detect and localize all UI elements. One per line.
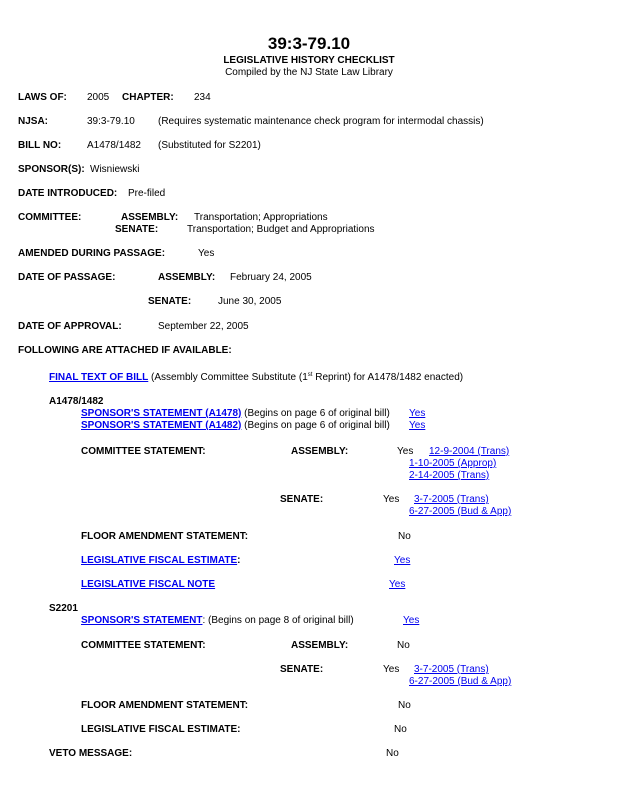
chapter-value: 234 (194, 92, 211, 103)
committee-label: COMMITTEE: (18, 212, 82, 223)
final-text-pre: (Assembly Committee Substitute (1 (151, 372, 308, 383)
final-text-post: Reprint) for A1478/1482 enacted) (312, 372, 464, 383)
sponsors-value: Wisniewski (90, 164, 140, 175)
a-fiscal-estimate-colon: : (237, 555, 241, 566)
a-section-heading: A1478/1482 (49, 396, 104, 407)
sponsors-label: SPONSOR(S): (18, 164, 85, 175)
veto-value: No (386, 748, 399, 759)
committee-assembly-label: ASSEMBLY: (121, 212, 179, 223)
committee-assembly-value: Transportation; Appropriations (194, 212, 328, 223)
a-sponsor2-row (81, 420, 390, 432)
a-assembly-link-1[interactable]: 12-9-2004 (Trans) (429, 446, 510, 457)
s-fiscal-label: LEGISLATIVE FISCAL ESTIMATE: (81, 724, 241, 735)
date-of-approval-label: DATE OF APPROVAL: (18, 321, 122, 332)
date-of-passage-label: DATE OF PASSAGE: (18, 272, 116, 283)
passage-assembly-label: ASSEMBLY: (158, 272, 216, 283)
amended-value: Yes (198, 248, 215, 259)
s-committee-assembly-value: No (397, 640, 410, 651)
s-committee-senate-label: SENATE: (280, 664, 324, 675)
a-sponsor1-yes-link[interactable]: Yes (409, 408, 426, 419)
s-fiscal-value: No (394, 724, 407, 735)
s-sponsor-row (81, 615, 354, 627)
a-sponsor2-yes-link[interactable]: Yes (409, 420, 426, 431)
a-fiscal-note-yes-link[interactable]: Yes (389, 579, 406, 590)
s-committee-label: COMMITTEE STATEMENT: (81, 640, 206, 651)
s-senate-link-2[interactable]: 6-27-2005 (Bud & App) (409, 676, 512, 687)
bill-no-label: BILL NO: (18, 140, 62, 151)
committee-senate-label: SENATE: (115, 224, 159, 235)
final-text-sup: st (307, 372, 313, 378)
a-committee-senate-yes: Yes (383, 494, 400, 505)
page-subtitle: LEGISLATIVE HISTORY CHECKLIST (223, 55, 395, 66)
laws-of-label: LAWS OF: (18, 92, 67, 103)
a-committee-senate-label: SENATE: (280, 494, 324, 505)
page-title: 39:3-79.10 (267, 34, 351, 53)
passage-senate-label: SENATE: (148, 296, 192, 307)
compiled-by: Compiled by the NJ State Law Library (225, 67, 393, 78)
a-assembly-link-3[interactable]: 2-14-2005 (Trans) (409, 470, 490, 481)
laws-of-value: 2005 (87, 92, 110, 103)
a-fiscal-estimate-row (81, 555, 240, 567)
a-sponsor1-row (81, 408, 390, 420)
a-committee-assembly-yes: Yes (397, 446, 414, 457)
veto-label: VETO MESSAGE: (49, 748, 133, 759)
bill-no-note: (Substituted for S2201) (158, 140, 261, 151)
njsa-value: 39:3-79.10 (87, 116, 135, 127)
passage-senate-value: June 30, 2005 (218, 296, 282, 307)
attachments-heading: FOLLOWING ARE ATTACHED IF AVAILABLE: (18, 345, 232, 356)
passage-assembly-value: February 24, 2005 (230, 272, 312, 283)
a-floor-value: No (398, 531, 411, 542)
njsa-description: (Requires systematic maintenance check program for intermodal chassis) (158, 116, 484, 127)
final-text-row (49, 372, 463, 384)
s-committee-senate-yes: Yes (383, 664, 400, 675)
s-floor-value: No (398, 700, 411, 711)
a-senate-link-2[interactable]: 6-27-2005 (Bud & App) (409, 506, 512, 517)
committee-senate-value: Transportation; Budget and Appropriations (187, 224, 375, 235)
s-senate-link-1[interactable]: 3-7-2005 (Trans) (414, 664, 489, 675)
bill-no-value: A1478/1482 (87, 140, 141, 151)
s-sponsor-note: : (Begins on page 8 of original bill) (202, 615, 354, 626)
a-senate-link-1[interactable]: 3-7-2005 (Trans) (414, 494, 489, 505)
s-sponsor-yes-link[interactable]: Yes (403, 615, 420, 626)
a-sponsor1-link[interactable]: SPONSOR'S STATEMENT (A1478) (81, 408, 242, 419)
a-assembly-link-2[interactable]: 1-10-2005 (Approp) (409, 458, 497, 469)
a-sponsor2-note: (Begins on page 6 of original bill) (244, 420, 390, 431)
final-text-link[interactable]: FINAL TEXT OF BILL (49, 372, 149, 383)
s-floor-label: FLOOR AMENDMENT STATEMENT: (81, 700, 249, 711)
a-fiscal-estimate-yes-link[interactable]: Yes (394, 555, 411, 566)
s-section-heading: S2201 (49, 603, 78, 614)
a-sponsor2-link[interactable]: SPONSOR'S STATEMENT (A1482) (81, 420, 242, 431)
s-committee-assembly-label: ASSEMBLY: (291, 640, 349, 651)
a-committee-assembly-label: ASSEMBLY: (291, 446, 349, 457)
date-introduced-value: Pre-filed (128, 188, 166, 199)
a-fiscal-estimate-link[interactable]: LEGISLATIVE FISCAL ESTIMATE (81, 555, 238, 566)
chapter-label: CHAPTER: (122, 92, 174, 103)
njsa-label: NJSA: (18, 116, 49, 127)
a-floor-label: FLOOR AMENDMENT STATEMENT: (81, 531, 249, 542)
a-fiscal-note-link[interactable]: LEGISLATIVE FISCAL NOTE (81, 579, 216, 590)
amended-label: AMENDED DURING PASSAGE: (18, 248, 166, 259)
s-sponsor-link[interactable]: SPONSOR'S STATEMENT (81, 615, 203, 626)
date-of-approval-value: September 22, 2005 (158, 321, 249, 332)
a-committee-label: COMMITTEE STATEMENT: (81, 446, 206, 457)
a-sponsor1-note: (Begins on page 6 of original bill) (244, 408, 390, 419)
date-introduced-label: DATE INTRODUCED: (18, 188, 118, 199)
